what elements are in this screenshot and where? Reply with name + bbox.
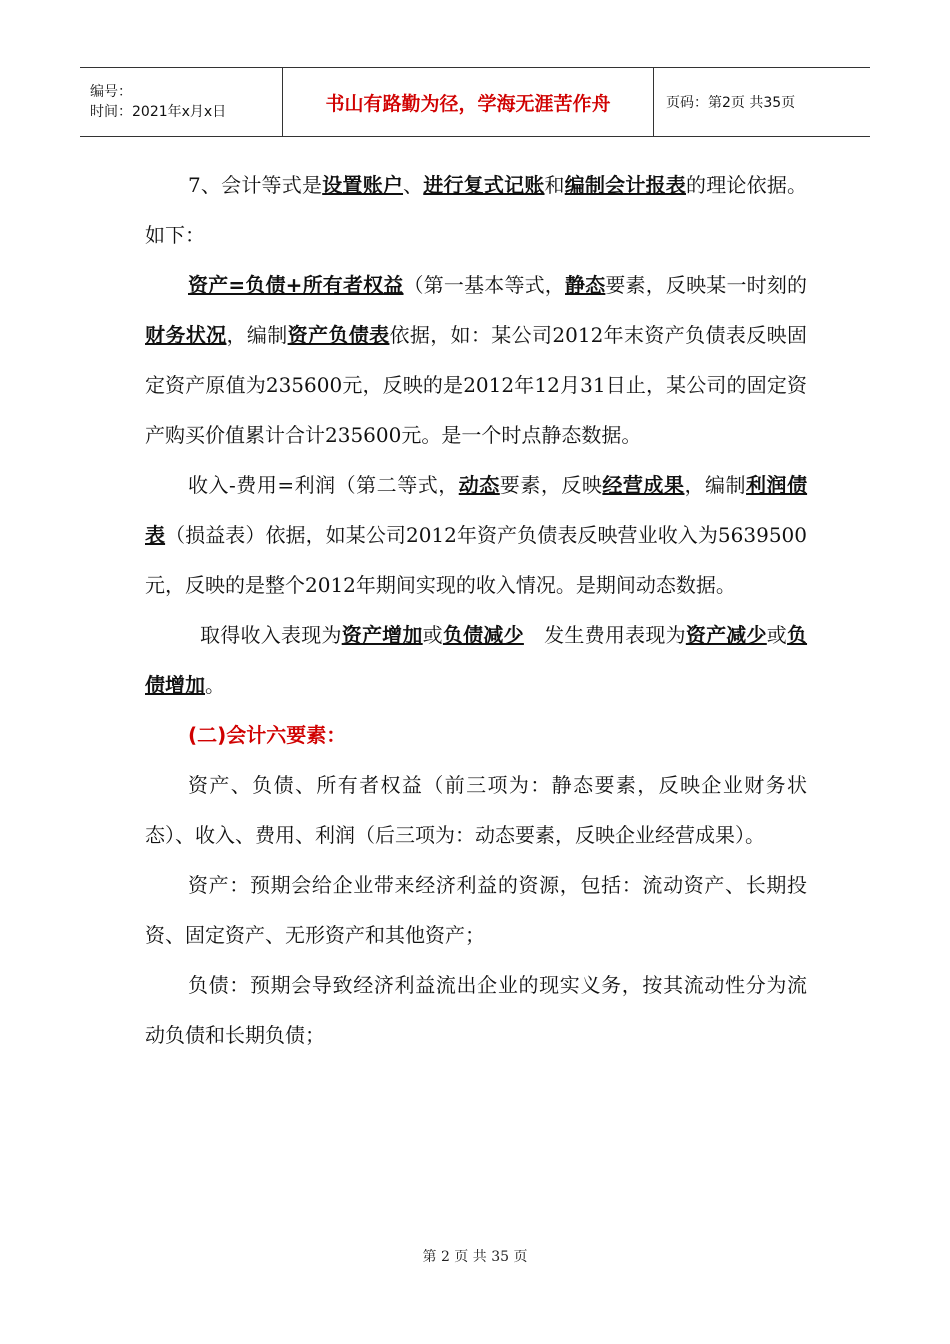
term-financial-position: 财务状况 — [145, 323, 227, 347]
text: ，编制 — [684, 473, 747, 497]
term-asset-decrease: 资产减少 — [685, 623, 767, 647]
term-set-accounts: 设置账户 — [322, 173, 404, 197]
text: 或 — [766, 623, 788, 647]
header-page-info — [654, 68, 870, 136]
paragraph-first-equation — [145, 260, 807, 460]
paragraph-second-equation — [145, 460, 807, 610]
text: 依据，如：某公司2012年末资产负债表反映固定资产原值为235600元，反映的是2012年12月31日止，某公司的固定资产购买价值累计合计235600元。是一个时点静态数据。 — [145, 323, 808, 447]
footer-page-number: 第 2 页 共 35 页 — [422, 1249, 528, 1265]
time-label: 时间：2021年x月x日 — [90, 104, 227, 120]
term-first-equation: 资产=负债+所有者权益 — [188, 273, 404, 297]
text: 要素，反映某一时刻的 — [605, 273, 808, 297]
page-info-text: 页码：第2页 共35页 — [666, 95, 796, 111]
number-label: 编号： — [90, 84, 132, 100]
text: （第一基本等式， — [403, 273, 565, 297]
document-body — [145, 160, 807, 1060]
term-liability-decrease: 负债减少 — [442, 623, 524, 647]
term-financial-statements: 编制会计报表 — [564, 173, 686, 197]
text: 。 — [205, 673, 225, 697]
text: 取得收入表现为 — [200, 623, 342, 647]
text: 要素，反映 — [499, 473, 603, 497]
text: ，编制 — [226, 323, 288, 347]
text: （损益表）依据，如某公司2012年资产负债表反映营业收入为5639500元，反映的是整个2012年期间实现的收入情况。是期间动态数据。 — [145, 523, 807, 597]
term-liability-increase: 负债增加 — [145, 623, 808, 697]
text: 和 — [544, 173, 565, 197]
motto-text: 书山有路勤为径，学海无涯苦作舟 — [325, 92, 611, 115]
text: 收入-费用=利润（第二等式， — [188, 473, 459, 497]
header-motto — [282, 68, 654, 136]
term-asset-increase: 资产增加 — [341, 623, 423, 647]
term-static: 静态 — [565, 273, 606, 297]
text: 的理论依据。如下： — [145, 173, 808, 247]
page-header — [80, 67, 870, 137]
paragraph-liabilities: 负债：预期会导致经济利益流出企业的现实义务，按其流动性分为流动负债和长期负债； — [145, 973, 807, 1047]
term-dynamic: 动态 — [458, 473, 500, 497]
header-meta — [80, 68, 282, 136]
paragraph-revenue-expense — [145, 610, 807, 710]
text: 或 — [422, 623, 443, 647]
text: 发生费用表现为 — [523, 623, 686, 647]
paragraph-six-elements: 资产、负债、所有者权益（前三项为：静态要素，反映企业财务状态）、收入、费用、利润（后三项为：动态要素，反映企业经营成果）。 — [145, 773, 807, 847]
paragraph-equation-basis — [145, 160, 807, 260]
term-double-entry: 进行复式记账 — [423, 173, 545, 197]
paragraph-assets: 资产：预期会给企业带来经济利益的资源，包括：流动资产、长期投资、固定资产、无形资产和其他资产； — [145, 873, 807, 947]
term-income-statement: 利润债表 — [145, 473, 808, 547]
text: 、 — [403, 173, 424, 197]
term-balance-sheet: 资产负债表 — [287, 323, 390, 347]
section-heading — [145, 710, 807, 760]
page-footer — [0, 1246, 950, 1266]
text: 7、会计等式是 — [188, 173, 323, 197]
term-operating-results: 经营成果 — [602, 473, 685, 497]
heading-six-elements: (二)会计六要素： — [188, 723, 347, 747]
